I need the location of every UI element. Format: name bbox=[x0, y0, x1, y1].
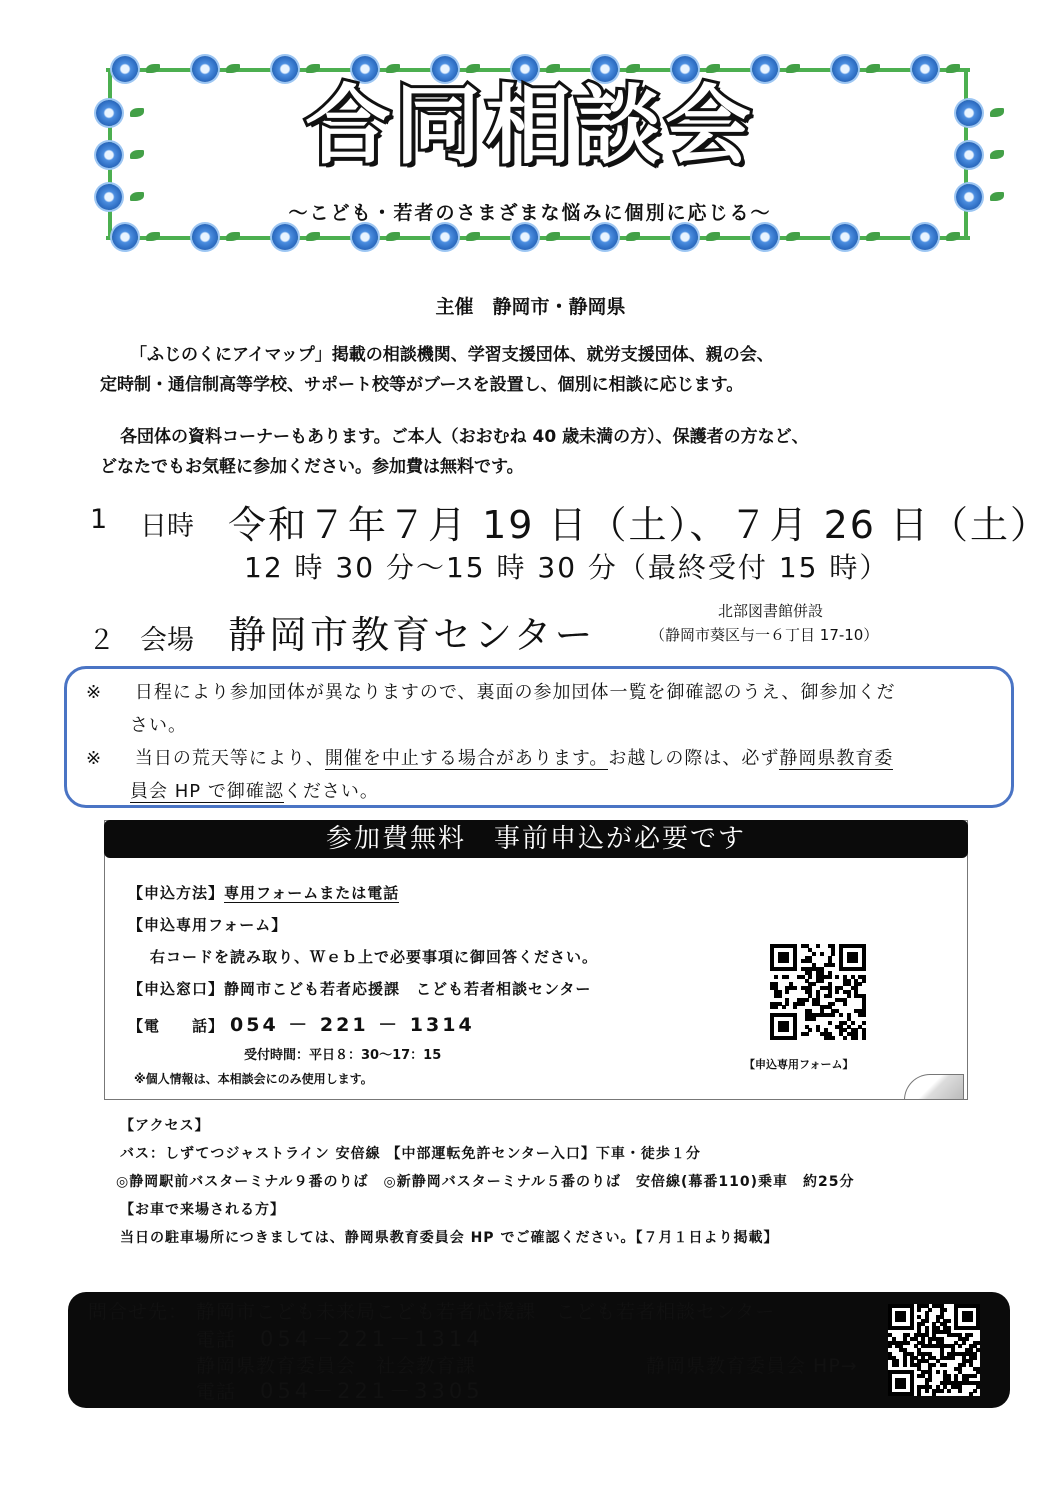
qr-module bbox=[906, 1341, 910, 1345]
note-mark: ※ bbox=[86, 682, 103, 703]
apply-method bbox=[128, 882, 399, 903]
qr-module bbox=[847, 994, 851, 998]
morning-glory-flower bbox=[96, 100, 122, 126]
qr-module bbox=[831, 1036, 835, 1040]
qr-module bbox=[903, 1363, 907, 1367]
morning-glory-flower bbox=[752, 224, 778, 250]
qr-module bbox=[951, 1356, 955, 1360]
qr-module bbox=[831, 963, 835, 967]
qr-module bbox=[932, 1392, 936, 1396]
contact-phone-2: 054－221－3305 bbox=[260, 1379, 484, 1403]
qr-module bbox=[976, 1370, 980, 1374]
qr-module bbox=[962, 1341, 966, 1345]
qr-module bbox=[820, 979, 824, 983]
morning-glory-flower bbox=[672, 224, 698, 250]
apply-method-form: 専用フォームまたは bbox=[224, 884, 368, 902]
section-2-label: 会場 bbox=[140, 625, 194, 656]
qr-module bbox=[917, 1308, 921, 1312]
qr-module bbox=[828, 975, 832, 979]
qr-module bbox=[947, 1319, 951, 1323]
qr-module bbox=[778, 994, 782, 998]
morning-glory-flower bbox=[512, 224, 538, 250]
page-subtitle: ～こども・若者のさまざまな悩みに個別に応じる～ bbox=[288, 202, 772, 224]
venue-name: 静岡市教育センター bbox=[228, 613, 596, 657]
morning-glory-flower bbox=[956, 142, 982, 168]
qr-module bbox=[976, 1385, 980, 1389]
qr-module bbox=[831, 952, 835, 956]
qr-module bbox=[958, 1344, 962, 1348]
section-2-number: ２ bbox=[88, 625, 115, 656]
qr-module bbox=[785, 975, 789, 979]
qr-module bbox=[947, 1389, 951, 1393]
qr-finder-pattern bbox=[962, 1311, 973, 1322]
vine-leaf bbox=[130, 150, 144, 159]
morning-glory-flower bbox=[912, 224, 938, 250]
qr-module bbox=[774, 1005, 778, 1009]
qr-module bbox=[936, 1370, 940, 1374]
apply-method-label: 【申込方法】 bbox=[128, 884, 225, 902]
notice-2-end: ください。 bbox=[283, 781, 379, 802]
qr-module bbox=[973, 1389, 977, 1393]
morning-glory-flower bbox=[352, 224, 378, 250]
qr-module bbox=[831, 1002, 835, 1006]
qr-module bbox=[917, 1392, 921, 1396]
notice-1-text: 日程により参加団体が異なりますので、裏面の参加団体一覧を御確認のうえ、御参加くだ bbox=[134, 682, 896, 703]
qr-finder-pattern bbox=[778, 1021, 790, 1033]
qr-module bbox=[785, 990, 789, 994]
qr-module bbox=[828, 1021, 832, 1025]
notice-1-continuation: さい。 bbox=[130, 715, 187, 736]
qr-module bbox=[774, 975, 778, 979]
notice-item-1 bbox=[86, 676, 1006, 709]
access-car-heading: 【お車で来場される方】 bbox=[120, 1202, 285, 1218]
qr-module bbox=[831, 1013, 835, 1017]
qr-module bbox=[858, 982, 862, 986]
access-section bbox=[116, 1112, 1020, 1252]
morning-glory-flower bbox=[592, 224, 618, 250]
qr-module bbox=[928, 1308, 932, 1312]
note-mark: ※ bbox=[86, 748, 103, 769]
access-car-text: 当日の駐車場所につきましては、静岡県教育委員会 HP でご確認ください。【７月１日より掲載】 bbox=[120, 1230, 779, 1246]
section-1-number: 1 bbox=[90, 504, 108, 535]
apply-form-qr-code[interactable] bbox=[770, 944, 866, 1040]
morning-glory-flower bbox=[192, 224, 218, 250]
hp-link-label: 静岡県教育委員会 HP→ bbox=[646, 1355, 858, 1377]
qr-module bbox=[958, 1389, 962, 1393]
contact-label: 問合せ先： bbox=[88, 1301, 189, 1323]
qr-module bbox=[839, 1013, 843, 1017]
qr-module bbox=[925, 1319, 929, 1323]
qr-module bbox=[969, 1333, 973, 1337]
qr-module bbox=[925, 1389, 929, 1393]
qr-module bbox=[932, 1363, 936, 1367]
qr-finder-pattern bbox=[847, 952, 859, 964]
intro-line: どなたでもお気軽に参加ください。参加費は無料です。 bbox=[100, 457, 524, 477]
access-bus-detail: ◎静岡駅前バスターミナル９番のりば ◎新静岡バスターミナル５番のりば 安倍線(幕番110)乗車 約25分 bbox=[116, 1174, 855, 1190]
qr-module bbox=[843, 1036, 847, 1040]
qr-module bbox=[973, 1356, 977, 1360]
vine-leaf bbox=[990, 192, 1004, 201]
qr-module bbox=[835, 990, 839, 994]
notice-list bbox=[86, 676, 1006, 808]
intro-line: 各団体の資料コーナーもあります。ご本人（おおむね 40 歳未満の方）、保護者の方など、 bbox=[120, 427, 809, 447]
privacy-note: ※個人情報は、本相談会にのみ使用します。 bbox=[134, 1072, 373, 1086]
qr-module bbox=[862, 1036, 866, 1040]
apply-hours: 受付時間：平日８：30～17：15 bbox=[244, 1048, 442, 1063]
apply-window-label: 【申込窓口】 bbox=[128, 980, 225, 998]
vine-leaf bbox=[990, 150, 1004, 159]
qr-module bbox=[805, 998, 809, 1002]
qr-module bbox=[862, 1013, 866, 1017]
qr-module bbox=[940, 1389, 944, 1393]
qr-module bbox=[785, 1002, 789, 1006]
qr-module bbox=[862, 979, 866, 983]
notice-item-2 bbox=[86, 742, 1006, 775]
page-title: 合同相談会 bbox=[305, 76, 755, 176]
notice-2-text-a: 当日の荒天等により、 bbox=[134, 748, 325, 769]
contact-phone-label-2: 電話 bbox=[196, 1381, 237, 1403]
morning-glory-flower bbox=[432, 224, 458, 250]
morning-glory-flower bbox=[956, 184, 982, 210]
apply-method-phone: 電話 bbox=[367, 884, 400, 902]
qr-module bbox=[976, 1341, 980, 1345]
apply-window-value: 静岡市こども若者応援課 こども若者相談センター bbox=[224, 980, 592, 998]
apply-form-text: 右コードを読み取り、Ｗｅｂ上で必要事項に御回答ください。 bbox=[150, 948, 599, 966]
qr-module bbox=[862, 1021, 866, 1025]
qr-finder-pattern bbox=[778, 952, 790, 964]
apply-form-label: 【申込専用フォーム】 bbox=[128, 916, 288, 934]
qr-module bbox=[805, 1032, 809, 1036]
qr-module bbox=[828, 994, 832, 998]
qr-module bbox=[943, 1308, 947, 1312]
morning-glory-flower bbox=[832, 224, 858, 250]
notice-2-text-c: お越しの際は、必ず bbox=[608, 748, 780, 769]
access-bus: バス：しずてつジャストライン 安倍線 【中部運転免許センター入口】下車・徒歩１分 bbox=[120, 1146, 701, 1162]
qr-module bbox=[793, 1005, 797, 1009]
qr-module bbox=[973, 1374, 977, 1378]
vine-leaf bbox=[990, 108, 1004, 117]
organizer: 主催 静岡市・静岡県 bbox=[435, 296, 626, 318]
qr-module bbox=[812, 952, 816, 956]
contact-phone-1: 054－221－1314 bbox=[260, 1327, 484, 1351]
intro-paragraph-2 bbox=[100, 422, 980, 482]
morning-glory-flower bbox=[96, 184, 122, 210]
qr-module bbox=[812, 982, 816, 986]
qr-module bbox=[843, 1002, 847, 1006]
intro-paragraph-1 bbox=[100, 340, 980, 400]
contact-org-1: 静岡市こども未来局こども若者応援課 こども若者相談センター bbox=[196, 1301, 776, 1323]
qr-module bbox=[976, 1348, 980, 1352]
qr-module bbox=[928, 1378, 932, 1382]
morning-glory-flower bbox=[272, 224, 298, 250]
contact-org-2: 静岡県教育委員会 社会教育課 bbox=[196, 1355, 477, 1377]
qr-module bbox=[808, 1028, 812, 1032]
qr-finder-pattern bbox=[895, 1378, 906, 1389]
vine-leaf bbox=[130, 192, 144, 201]
qr-module bbox=[969, 1392, 973, 1396]
qr-module bbox=[965, 1337, 969, 1341]
qr-module bbox=[851, 1021, 855, 1025]
event-time: 12 時 30 分～15 時 30 分（最終受付 15 時） bbox=[244, 551, 890, 584]
apply-phone-number: 054 － 221 － 1314 bbox=[230, 1014, 475, 1036]
qr-module bbox=[782, 1005, 786, 1009]
qr-module bbox=[793, 986, 797, 990]
access-heading: 【アクセス】 bbox=[120, 1118, 210, 1134]
morning-glory-flower bbox=[112, 224, 138, 250]
apply-phone-label: 【電 話】 bbox=[128, 1017, 225, 1035]
qr-module bbox=[801, 1002, 805, 1006]
apply-window bbox=[128, 978, 591, 999]
qr-module bbox=[943, 1363, 947, 1367]
qr-module bbox=[816, 944, 820, 948]
section-1-label: 日時 bbox=[140, 511, 194, 542]
morning-glory-flower bbox=[96, 142, 122, 168]
qr-module bbox=[820, 952, 824, 956]
morning-glory-flower bbox=[912, 56, 938, 82]
qr-module bbox=[835, 975, 839, 979]
intro-line: 「ふじのくにアイマップ」掲載の相談機関、学習支援団体、就労支援団体、親の会、 bbox=[130, 345, 774, 365]
qr-module bbox=[962, 1363, 966, 1367]
apply-heading: 参加費無料 事前申込が必要です bbox=[104, 820, 968, 858]
contact-phone-label-1: 電話 bbox=[196, 1329, 237, 1351]
qr-module bbox=[854, 1036, 858, 1040]
qr-module bbox=[895, 1363, 899, 1367]
notice-2-hp-text: 静岡県教育委 bbox=[779, 748, 894, 769]
qr-caption: 【申込専用フォーム】 bbox=[744, 1058, 854, 1071]
qr-module bbox=[812, 1017, 816, 1021]
event-date: 令和７年７月 19 日（土）、７月 26 日（土） bbox=[228, 503, 1051, 547]
qr-module bbox=[888, 1344, 892, 1348]
morning-glory-flower bbox=[112, 56, 138, 82]
notice-2-hp-text-2: 員会 HP で御確認 bbox=[130, 781, 284, 802]
venue-note-1: 北部図書館併設 bbox=[718, 602, 824, 620]
notice-2-cancel-text: 開催を中止する場合があります。 bbox=[324, 748, 609, 769]
vine-leaf bbox=[130, 108, 144, 117]
qr-finder-pattern bbox=[895, 1311, 906, 1322]
board-of-education-hp-qr-code[interactable] bbox=[888, 1304, 980, 1396]
intro-line: 定時制・通信制高等学校、サポート校等がブースを設置し、個別に相談に応じます。 bbox=[100, 375, 744, 395]
morning-glory-flower bbox=[956, 100, 982, 126]
notice-2-continuation bbox=[86, 775, 1006, 808]
venue-address: （静岡市葵区与一６丁目 17-10） bbox=[650, 626, 879, 644]
apply-phone bbox=[128, 1010, 475, 1037]
qr-module bbox=[808, 975, 812, 979]
